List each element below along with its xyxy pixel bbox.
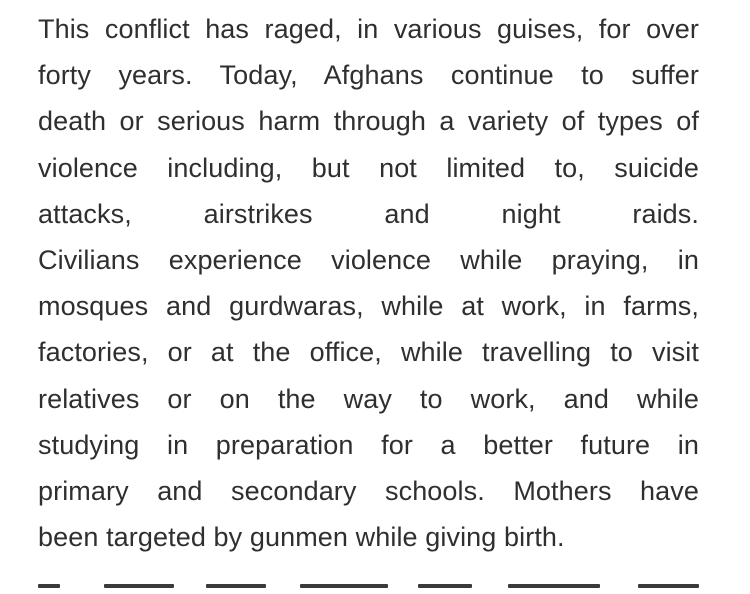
paragraph-line: death or serious harm through a variety of types of xyxy=(38,106,699,137)
paragraph-line: studying in preparation for a better future in xyxy=(38,429,699,460)
paragraph-line: Civilians experience violence while praying, in xyxy=(38,244,699,275)
paragraph-line: This conflict has raged, in various guises, for over xyxy=(38,14,699,44)
paragraph-line: been targeted by gunmen while giving birth. xyxy=(38,522,565,553)
body-paragraph xyxy=(38,6,699,560)
paragraph-line: attacks, airstrikes and night raids. xyxy=(38,198,699,229)
paragraph-line: mosques and gurdwaras, while at work, in farms, xyxy=(38,291,699,322)
paragraph-line: relatives or on the way to work, and while xyxy=(38,383,699,414)
paragraph-line: primary and secondary schools. Mothers have xyxy=(38,475,699,506)
paragraph-line: forty years. Today, Afghans continue to suffer xyxy=(38,60,699,91)
next-paragraph-cutoff xyxy=(38,584,699,594)
paragraph-line: violence including, but not limited to, suicide xyxy=(38,152,699,183)
paragraph-line: factories, or at the office, while travelling to visit xyxy=(38,337,699,368)
